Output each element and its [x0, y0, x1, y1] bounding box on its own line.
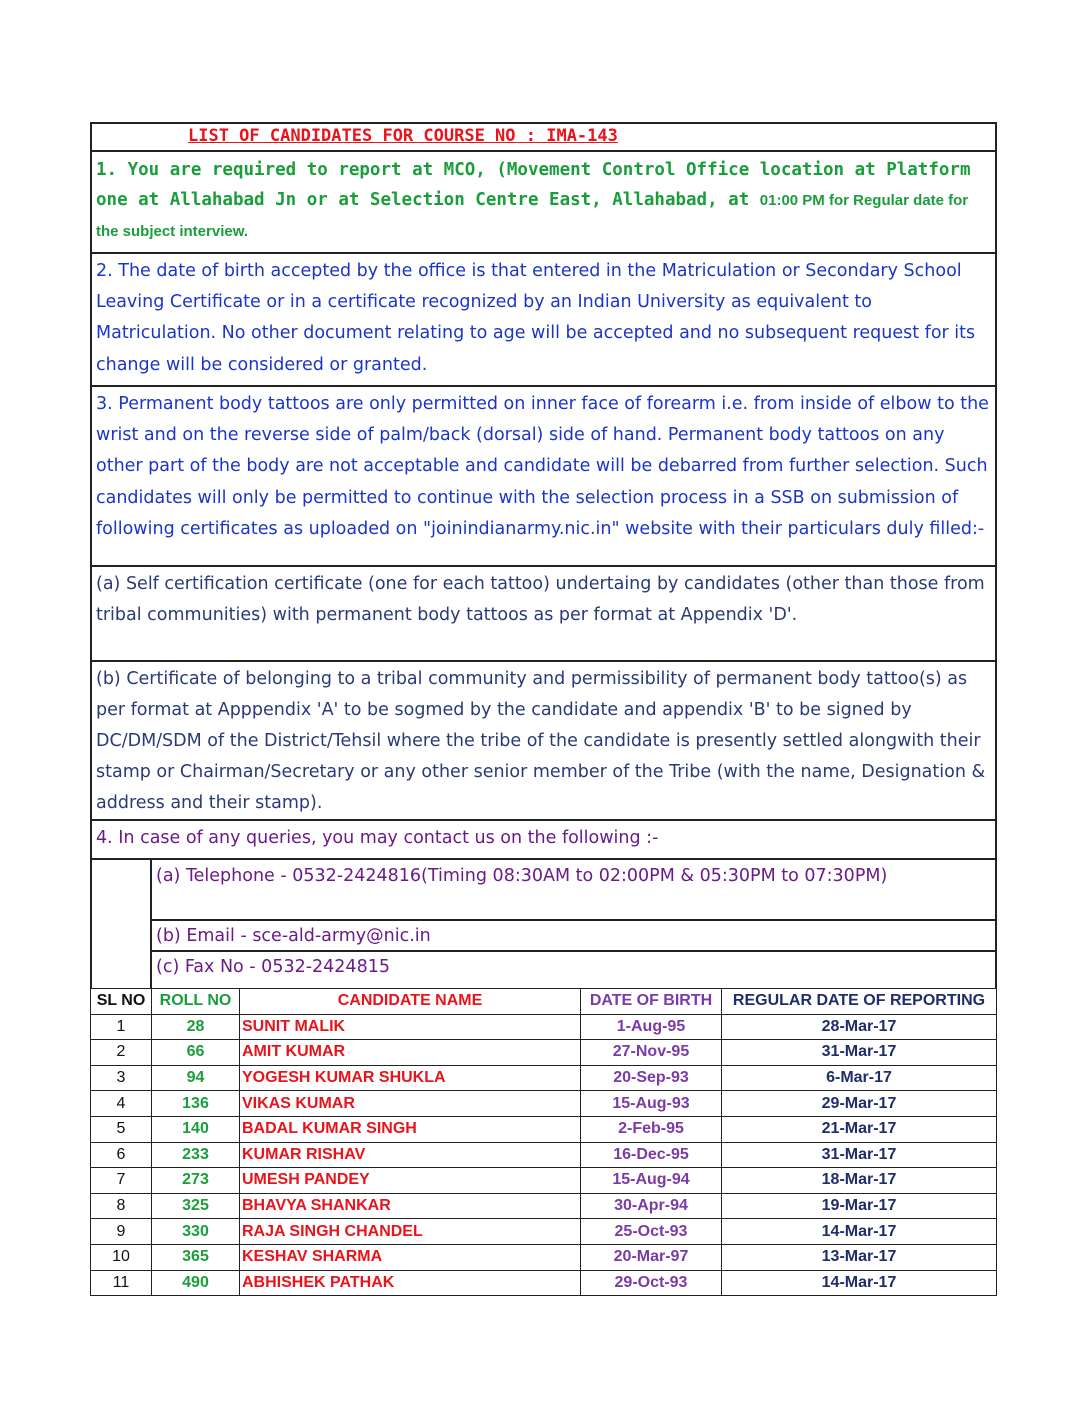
table-row: [91, 1014, 997, 1040]
cell-candidate-name: ABHISHEK PATHAK: [240, 1270, 581, 1296]
cell-date-of-birth: 29-Oct-93: [581, 1270, 722, 1296]
cell-date-of-birth: 16-Dec-95: [581, 1142, 722, 1168]
cell-sl-no: 5: [91, 1116, 152, 1142]
contact-lines: [152, 860, 995, 988]
cell-sl-no: 9: [91, 1219, 152, 1245]
cell-roll-no: 490: [152, 1270, 240, 1296]
cell-date-of-birth: 15-Aug-94: [581, 1168, 722, 1194]
cell-roll-no: 136: [152, 1091, 240, 1117]
cell-reporting-date: 28-Mar-17: [722, 1014, 997, 1040]
cell-candidate-name: YOGESH KUMAR SHUKLA: [240, 1065, 581, 1091]
cell-sl-no: 10: [91, 1244, 152, 1270]
table-row: [91, 1142, 997, 1168]
table-row: [91, 1270, 997, 1296]
page-title: LIST OF CANDIDATES FOR COURSE NO : IMA-143: [188, 126, 618, 146]
cell-reporting-date: 18-Mar-17: [722, 1168, 997, 1194]
header-roll-no: ROLL NO: [152, 989, 240, 1015]
cell-reporting-date: 21-Mar-17: [722, 1116, 997, 1142]
cell-candidate-name: VIKAS KUMAR: [240, 1091, 581, 1117]
contact-email: (b) Email - sce-ald-army@nic.in: [152, 921, 995, 952]
instruction-3b: [90, 660, 997, 819]
instruction-3-text: 3. Permanent body tattoos are only permitted on inner face of forearm i.e. from inside of elbow to the wrist and on the reverse side of palm/back (dorsal) side of hand. Permanent body tattoos on any other part of the body are not acceptable and candidate will be debarred from further selection. Such candidates will only be permitted to continue with the selection process in a SSB on submission of following certificates as uploaded on "joinindianarmy.nic.in" website with their particulars duly filled:-: [96, 394, 989, 539]
cell-candidate-name: SUNIT MALIK: [240, 1014, 581, 1040]
table-row: [91, 1091, 997, 1117]
table-row: [91, 1116, 997, 1142]
table-row: [91, 1219, 997, 1245]
instruction-3: [90, 385, 997, 565]
cell-date-of-birth: 25-Oct-93: [581, 1219, 722, 1245]
cell-reporting-date: 29-Mar-17: [722, 1091, 997, 1117]
instruction-2-text: 2. The date of birth accepted by the office is that entered in the Matriculation or Secondary School Leaving Certificate or in a certificate recognized by an Indian University as equivalent to Matriculation. No other document relating to age will be accepted and no subsequent request for its change will be considered or granted.: [96, 261, 976, 375]
instruction-2: [90, 252, 997, 385]
header-date-of-birth: DATE OF BIRTH: [581, 989, 722, 1015]
cell-sl-no: 11: [91, 1270, 152, 1296]
header-sl-no: SL NO: [91, 989, 152, 1015]
cell-sl-no: 7: [91, 1168, 152, 1194]
instruction-4: [90, 819, 997, 858]
table-row: [91, 1244, 997, 1270]
cell-candidate-name: AMIT KUMAR: [240, 1040, 581, 1066]
cell-roll-no: 233: [152, 1142, 240, 1168]
instruction-1-text: 1. You are required to report at MCO, (Movement Control Office location at Platform one at Allahabad Jn or at Selection Centre East, Allahabad, at: [96, 160, 971, 210]
cell-reporting-date: 14-Mar-17: [722, 1219, 997, 1245]
cell-candidate-name: RAJA SINGH CHANDEL: [240, 1219, 581, 1245]
cell-candidate-name: KESHAV SHARMA: [240, 1244, 581, 1270]
cell-reporting-date: 19-Mar-17: [722, 1193, 997, 1219]
cell-date-of-birth: 2-Feb-95: [581, 1116, 722, 1142]
table-row: [91, 1065, 997, 1091]
cell-date-of-birth: 20-Mar-97: [581, 1244, 722, 1270]
cell-roll-no: 28: [152, 1014, 240, 1040]
table-row: [91, 1168, 997, 1194]
cell-candidate-name: BHAVYA SHANKAR: [240, 1193, 581, 1219]
cell-candidate-name: BADAL KUMAR SINGH: [240, 1116, 581, 1142]
cell-reporting-date: 6-Mar-17: [722, 1065, 997, 1091]
title-row: [90, 122, 997, 150]
cell-date-of-birth: 15-Aug-93: [581, 1091, 722, 1117]
cell-sl-no: 4: [91, 1091, 152, 1117]
table-row: [91, 1193, 997, 1219]
cell-roll-no: 273: [152, 1168, 240, 1194]
cell-sl-no: 2: [91, 1040, 152, 1066]
cell-candidate-name: UMESH PANDEY: [240, 1168, 581, 1194]
cell-roll-no: 66: [152, 1040, 240, 1066]
cell-sl-no: 6: [91, 1142, 152, 1168]
cell-sl-no: 1: [91, 1014, 152, 1040]
cell-roll-no: 140: [152, 1116, 240, 1142]
header-reporting-date: REGULAR DATE OF REPORTING: [722, 989, 997, 1015]
cell-roll-no: 325: [152, 1193, 240, 1219]
cell-date-of-birth: 1-Aug-95: [581, 1014, 722, 1040]
cell-date-of-birth: 30-Apr-94: [581, 1193, 722, 1219]
table-row: [91, 1040, 997, 1066]
header-candidate-name: CANDIDATE NAME: [240, 989, 581, 1015]
cell-roll-no: 94: [152, 1065, 240, 1091]
instruction-1: [90, 150, 997, 252]
cell-date-of-birth: 27-Nov-95: [581, 1040, 722, 1066]
cell-reporting-date: 31-Mar-17: [722, 1142, 997, 1168]
cell-roll-no: 330: [152, 1219, 240, 1245]
candidates-table: [90, 988, 997, 1296]
cell-sl-no: 3: [91, 1065, 152, 1091]
instruction-3a-text: (a) Self certification certificate (one for each tattoo) undertaing by candidates (other than those from tribal communities) with permanent body tattoos as per format at Appendix 'D'.: [96, 574, 985, 625]
instruction-3a: [90, 565, 997, 660]
contact-block: [90, 858, 997, 988]
document-page: [90, 122, 997, 1296]
cell-sl-no: 8: [91, 1193, 152, 1219]
cell-reporting-date: 31-Mar-17: [722, 1040, 997, 1066]
instruction-1-time: 01:00 PM for Regular date for the subject interview.: [96, 192, 969, 240]
instruction-3b-text: (b) Certificate of belonging to a tribal community and permissibility of permanent body tattoo(s) as per format at Apppendix 'A' to be sogmed by the candidate and appendix 'B' to be signed by DC/DM/SDM of the District/Tehsil where the tribe of the candidate is presently settled alongwith their stamp or Chairman/Secretary or any other senior member of the Tribe (with the name, Designation & address and their stamp).: [96, 669, 986, 813]
table-header-row: [91, 989, 997, 1015]
contact-indent: [92, 860, 152, 988]
cell-reporting-date: 13-Mar-17: [722, 1244, 997, 1270]
instruction-4-text: 4. In case of any queries, you may contact us on the following :-: [96, 828, 659, 848]
cell-roll-no: 365: [152, 1244, 240, 1270]
contact-telephone: (a) Telephone - 0532-2424816(Timing 08:30AM to 02:00PM & 05:30PM to 07:30PM): [152, 860, 995, 921]
cell-candidate-name: KUMAR RISHAV: [240, 1142, 581, 1168]
cell-date-of-birth: 20-Sep-93: [581, 1065, 722, 1091]
contact-fax: (c) Fax No - 0532-2424815: [156, 957, 390, 977]
cell-reporting-date: 14-Mar-17: [722, 1270, 997, 1296]
